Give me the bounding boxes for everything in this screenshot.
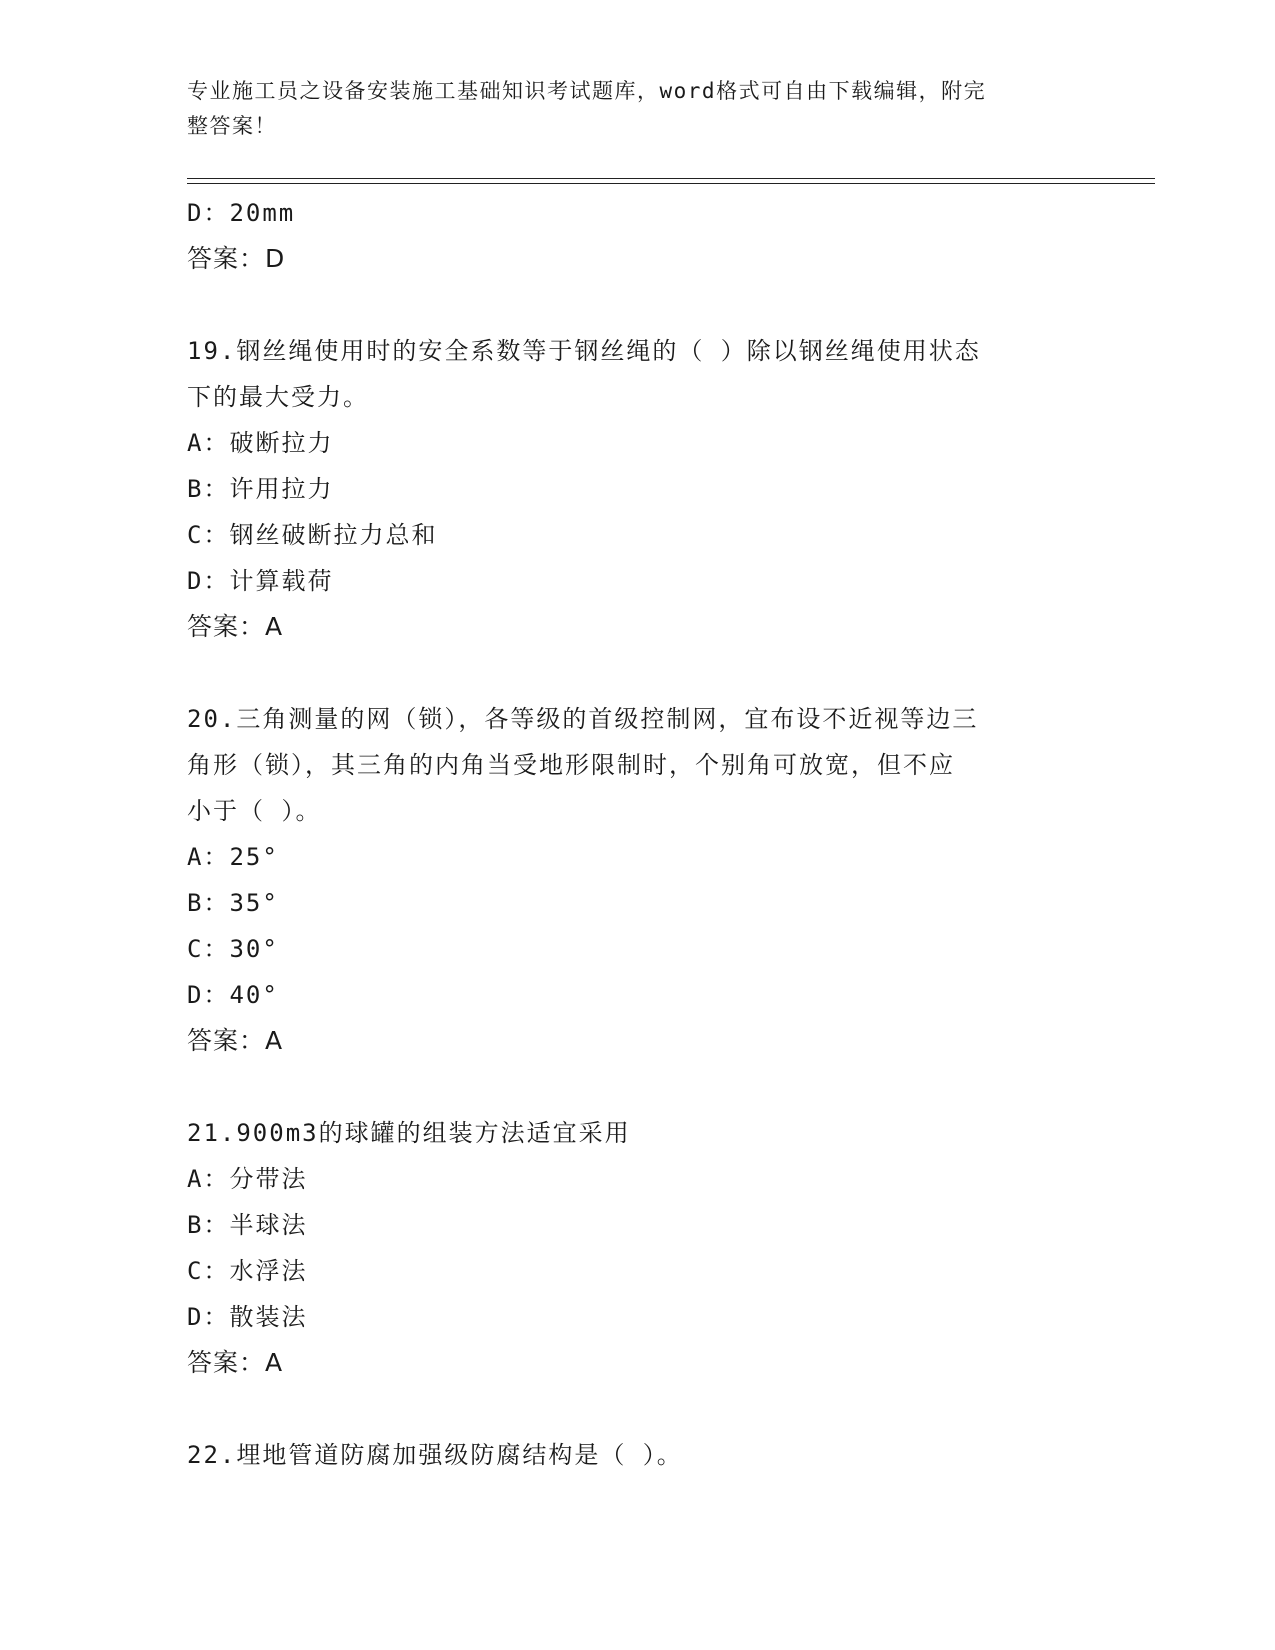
option-d: D：40° xyxy=(187,981,279,1009)
answer: 答案：A xyxy=(187,612,284,641)
page-header xyxy=(187,74,1067,144)
option-a: A：25° xyxy=(187,843,279,871)
option-a: A：分带法 xyxy=(187,1165,308,1193)
question-text-line: 22.埋地管道防腐加强级防腐结构是（ ）。 xyxy=(187,1441,683,1469)
spacer xyxy=(187,1386,1087,1432)
option-c: C：钢丝破断拉力总和 xyxy=(187,521,438,549)
answer: 答案：A xyxy=(187,1026,284,1055)
header-rule-top xyxy=(187,178,1155,179)
option-b: B：许用拉力 xyxy=(187,475,334,503)
spacer xyxy=(187,1064,1087,1110)
spacer xyxy=(187,650,1087,696)
answer: 答案：A xyxy=(187,1348,284,1377)
option-b: B：35° xyxy=(187,889,279,917)
carry-over-answer: 答案：D xyxy=(187,244,286,273)
header-rule-bottom xyxy=(187,183,1155,184)
spacer xyxy=(187,282,1087,328)
question-19 xyxy=(187,328,1087,650)
question-22 xyxy=(187,1432,1087,1478)
option-c: C：水浮法 xyxy=(187,1257,308,1285)
question-text-line: 角形（锁），其三角的内角当受地形限制时，个别角可放宽，但不应 xyxy=(187,751,955,779)
question-text-line: 小于（ ）。 xyxy=(187,797,322,825)
header-line-2: 整答案！ xyxy=(187,114,277,138)
question-text-line: 21.900m3的球罐的组装方法适宜采用 xyxy=(187,1119,631,1147)
question-21 xyxy=(187,1110,1087,1386)
option-b: B：半球法 xyxy=(187,1211,308,1239)
question-content xyxy=(187,190,1087,1478)
question-text-line: 20.三角测量的网（锁），各等级的首级控制网，宜布设不近视等边三 xyxy=(187,705,979,733)
question-text-line: 19.钢丝绳使用时的安全系数等于钢丝绳的（ ）除以钢丝绳使用状态 xyxy=(187,337,981,365)
question-20 xyxy=(187,696,1087,1064)
option-d: D：计算载荷 xyxy=(187,567,334,595)
option-d: D：散装法 xyxy=(187,1303,308,1331)
question-text-line: 下的最大受力。 xyxy=(187,383,369,411)
carry-over-option-d: D：20mm xyxy=(187,199,296,227)
option-a: A：破断拉力 xyxy=(187,429,334,457)
header-line-1: 专业施工员之设备安装施工基础知识考试题库，word格式可自由下载编辑，附完 xyxy=(187,79,987,103)
option-c: C：30° xyxy=(187,935,279,963)
